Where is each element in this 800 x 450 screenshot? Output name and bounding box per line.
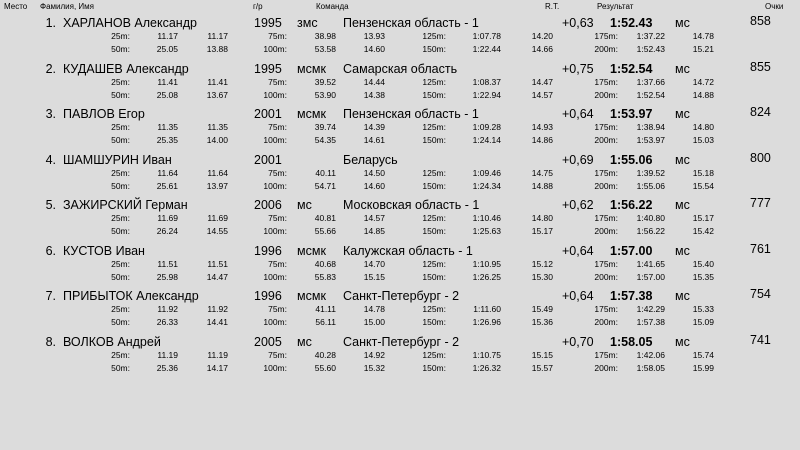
split-cumulative: 1:22.44 xyxy=(472,44,501,54)
split-distance: 75m: xyxy=(268,31,287,41)
athlete-row xyxy=(0,152,800,194)
split-cumulative: 38.98 xyxy=(314,31,336,41)
athlete-name: ПРИБЫТОК Александр xyxy=(63,289,199,303)
split-distance: 25m: xyxy=(111,31,130,41)
split-lap: 14.85 xyxy=(363,226,385,236)
split-distance: 50m: xyxy=(111,135,130,145)
split-distance: 200m: xyxy=(594,89,618,100)
split-cumulative: 11.92 xyxy=(157,304,178,314)
split-distance: 175m: xyxy=(594,213,618,223)
split-distance: 200m: xyxy=(594,271,618,282)
split-cumulative: 25.35 xyxy=(156,135,178,145)
split-distance: 125m: xyxy=(422,122,446,132)
split-lap: 14.38 xyxy=(363,89,385,100)
split-cumulative: 1:22.94 xyxy=(472,89,501,100)
athlete-result: 1:56.22 xyxy=(610,198,653,212)
split-cumulative: 1:26.32 xyxy=(472,362,501,373)
header-team: Команда xyxy=(316,2,349,11)
split-lap: 15.74 xyxy=(692,349,714,360)
athlete-birth-year: 2001 xyxy=(254,107,282,121)
results-header xyxy=(0,0,800,14)
split-distance: 75m: xyxy=(268,122,287,132)
split-cumulative: 40.11 xyxy=(315,167,336,178)
split-cumulative: 11.17 xyxy=(157,31,178,41)
athlete-team: Самарская область xyxy=(343,61,458,76)
athlete-birth-year: 1996 xyxy=(254,243,282,258)
header-result: Результат xyxy=(597,2,634,11)
split-distance: 75m: xyxy=(268,304,287,314)
split-distance: 25m: xyxy=(111,258,130,269)
split-lap: 14.57 xyxy=(363,213,385,223)
split-cumulative: 11.51 xyxy=(157,258,178,269)
athlete-team: Беларусь xyxy=(343,152,398,167)
split-lap: 14.55 xyxy=(206,226,228,236)
athlete-row xyxy=(0,197,800,239)
split-cumulative: 25.36 xyxy=(156,362,178,373)
athlete-points: 741 xyxy=(750,332,771,347)
athlete-team: Санкт-Петербург - 2 xyxy=(343,289,460,303)
split-cumulative: 39.52 xyxy=(314,76,336,87)
split-lap: 14.78 xyxy=(363,304,385,314)
split-cumulative: 1:08.37 xyxy=(472,76,501,87)
split-distance: 75m: xyxy=(268,167,287,178)
split-distance: 200m: xyxy=(594,135,618,145)
split-distance: 50m: xyxy=(111,180,130,191)
athlete-reaction-time: +0,62 xyxy=(562,198,594,212)
athlete-place: 1. xyxy=(45,16,56,30)
split-distance: 150m: xyxy=(422,317,446,327)
athlete-row xyxy=(0,288,800,330)
split-lap: 15.35 xyxy=(692,271,714,282)
split-lap: 15.57 xyxy=(531,362,553,373)
split-cumulative: 54.35 xyxy=(314,135,336,145)
split-cumulative: 39.74 xyxy=(314,122,336,132)
split-cumulative: 1:26.25 xyxy=(472,271,501,282)
split-cumulative: 1:42.06 xyxy=(636,349,665,360)
split-distance: 75m: xyxy=(268,258,287,269)
athlete-rank: мсмк xyxy=(297,107,326,121)
split-cumulative: 26.24 xyxy=(156,226,178,236)
split-cumulative: 11.41 xyxy=(157,76,178,87)
split-lap: 15.09 xyxy=(692,317,714,327)
athlete-reaction-time: +0,75 xyxy=(562,61,594,76)
athlete-result: 1:52.54 xyxy=(610,61,653,76)
split-cumulative: 1:11.60 xyxy=(473,304,501,314)
split-lap: 14.50 xyxy=(363,167,385,178)
split-cumulative: 1:37.66 xyxy=(636,76,665,87)
split-distance: 150m: xyxy=(422,44,446,54)
split-distance: 125m: xyxy=(422,349,446,360)
split-lap: 14.92 xyxy=(363,349,385,360)
athlete-name: ШАМШУРИН Иван xyxy=(63,152,172,167)
athlete-result-rank: мс xyxy=(675,289,690,303)
split-distance: 125m: xyxy=(422,304,446,314)
athlete-name: ЗАЖИРСКИЙ Герман xyxy=(63,198,188,212)
athlete-name: КУСТОВ Иван xyxy=(63,243,145,258)
split-lap: 11.64 xyxy=(207,167,228,178)
athlete-result-rank: мс xyxy=(675,152,690,167)
split-lap: 11.92 xyxy=(207,304,228,314)
split-cumulative: 11.19 xyxy=(157,349,178,360)
split-distance: 25m: xyxy=(111,76,130,87)
split-lap: 15.36 xyxy=(531,317,553,327)
athlete-reaction-time: +0,63 xyxy=(562,16,594,30)
athlete-reaction-time: +0,70 xyxy=(562,334,594,349)
split-cumulative: 53.90 xyxy=(314,89,336,100)
athlete-result: 1:55.06 xyxy=(610,152,653,167)
split-distance: 175m: xyxy=(594,31,618,41)
split-distance: 50m: xyxy=(111,317,130,327)
athlete-rank: змс xyxy=(297,16,318,30)
split-distance: 25m: xyxy=(111,213,130,223)
split-distance: 75m: xyxy=(268,213,287,223)
athlete-points: 824 xyxy=(750,105,771,119)
split-cumulative: 1:39.52 xyxy=(636,167,665,178)
split-lap: 14.70 xyxy=(363,258,385,269)
split-lap: 14.20 xyxy=(531,31,553,41)
split-lap: 14.41 xyxy=(206,317,228,327)
athlete-birth-year: 2001 xyxy=(254,152,282,167)
split-cumulative: 1:25.63 xyxy=(472,226,501,236)
split-cumulative: 55.83 xyxy=(314,271,336,282)
split-distance: 200m: xyxy=(594,180,618,191)
athlete-place: 5. xyxy=(45,198,56,212)
athlete-points: 858 xyxy=(750,14,771,28)
split-distance: 100m: xyxy=(263,89,287,100)
split-cumulative: 1:26.96 xyxy=(472,317,501,327)
split-cumulative: 54.71 xyxy=(314,180,336,191)
split-cumulative: 25.08 xyxy=(156,89,178,100)
split-lap: 15.40 xyxy=(692,258,714,269)
split-cumulative: 55.60 xyxy=(314,362,336,373)
split-lap: 11.51 xyxy=(207,258,228,269)
athlete-birth-year: 2006 xyxy=(254,198,282,212)
split-lap: 15.32 xyxy=(363,362,385,373)
split-lap: 14.88 xyxy=(531,180,553,191)
split-lap: 14.88 xyxy=(692,89,714,100)
split-cumulative: 1:09.28 xyxy=(472,122,501,132)
split-distance: 150m: xyxy=(422,271,446,282)
athlete-birth-year: 1995 xyxy=(254,16,282,30)
athlete-rank: мс xyxy=(297,334,312,349)
athlete-points: 800 xyxy=(750,150,771,165)
split-cumulative: 25.98 xyxy=(156,271,178,282)
split-distance: 100m: xyxy=(263,271,287,282)
split-distance: 175m: xyxy=(594,76,618,87)
split-lap: 11.35 xyxy=(207,122,228,132)
athlete-result: 1:53.97 xyxy=(610,107,653,121)
split-cumulative: 1:42.29 xyxy=(636,304,665,314)
split-distance: 50m: xyxy=(111,89,130,100)
split-cumulative: 1:57.00 xyxy=(636,271,665,282)
athlete-team: Московская область - 1 xyxy=(343,198,480,212)
header-place: Место xyxy=(4,2,28,11)
split-lap: 15.17 xyxy=(531,226,553,236)
split-distance: 125m: xyxy=(422,76,446,87)
split-cumulative: 25.05 xyxy=(156,44,178,54)
split-cumulative: 1:07.78 xyxy=(472,31,501,41)
split-lap: 14.72 xyxy=(692,76,714,87)
split-cumulative: 1:40.80 xyxy=(636,213,665,223)
split-lap: 13.88 xyxy=(206,44,228,54)
athlete-result-rank: мс xyxy=(675,107,690,121)
split-cumulative: 11.35 xyxy=(157,122,178,132)
split-lap: 14.47 xyxy=(206,271,228,282)
split-lap: 15.99 xyxy=(692,362,714,373)
split-distance: 125m: xyxy=(422,258,446,269)
split-lap: 14.80 xyxy=(531,213,553,223)
athlete-points: 761 xyxy=(750,241,771,256)
split-distance: 50m: xyxy=(111,44,130,54)
split-cumulative: 11.69 xyxy=(157,213,178,223)
split-lap: 14.86 xyxy=(531,135,553,145)
split-lap: 15.12 xyxy=(531,258,553,269)
split-cumulative: 1:24.14 xyxy=(472,135,501,145)
athlete-row xyxy=(0,61,800,103)
split-cumulative: 41.11 xyxy=(315,304,336,314)
athlete-points: 777 xyxy=(750,196,771,210)
split-lap: 14.39 xyxy=(363,122,385,132)
athlete-name: ХАРЛАНОВ Александр xyxy=(63,16,197,30)
athlete-reaction-time: +0,69 xyxy=(562,152,594,167)
split-cumulative: 1:41.65 xyxy=(636,258,665,269)
split-distance: 150m: xyxy=(422,362,446,373)
split-lap: 14.61 xyxy=(363,135,385,145)
athlete-row xyxy=(0,106,800,148)
athlete-result-rank: мс xyxy=(675,198,690,212)
split-distance: 25m: xyxy=(111,304,130,314)
split-distance: 100m: xyxy=(263,44,287,54)
split-cumulative: 1:53.97 xyxy=(636,135,665,145)
athlete-result: 1:57.38 xyxy=(610,289,653,303)
split-lap: 14.80 xyxy=(692,122,714,132)
split-distance: 200m: xyxy=(594,44,618,54)
split-distance: 125m: xyxy=(422,213,446,223)
athlete-result-rank: мс xyxy=(675,243,690,258)
split-cumulative: 11.64 xyxy=(157,167,178,178)
split-distance: 150m: xyxy=(422,226,446,236)
split-lap: 11.41 xyxy=(207,76,228,87)
split-cumulative: 1:52.54 xyxy=(636,89,665,100)
split-distance: 100m: xyxy=(263,135,287,145)
athlete-result: 1:57.00 xyxy=(610,243,653,258)
split-distance: 150m: xyxy=(422,180,446,191)
athlete-name: КУДАШЕВ Александр xyxy=(63,61,189,76)
split-distance: 75m: xyxy=(268,349,287,360)
split-distance: 200m: xyxy=(594,226,618,236)
athlete-place: 8. xyxy=(45,334,56,349)
split-distance: 150m: xyxy=(422,89,446,100)
athlete-place: 4. xyxy=(45,152,56,167)
split-cumulative: 56.11 xyxy=(315,317,336,327)
athlete-points: 754 xyxy=(750,287,771,301)
split-lap: 14.93 xyxy=(531,122,553,132)
split-cumulative: 55.66 xyxy=(314,226,336,236)
split-lap: 14.60 xyxy=(363,44,385,54)
athlete-team: Санкт-Петербург - 2 xyxy=(343,334,460,349)
split-lap: 14.78 xyxy=(692,31,714,41)
athlete-team: Пензенская область - 1 xyxy=(343,16,479,30)
athlete-row xyxy=(0,243,800,285)
split-distance: 25m: xyxy=(111,122,130,132)
split-lap: 15.15 xyxy=(363,271,385,282)
split-cumulative: 26.33 xyxy=(156,317,178,327)
athlete-place: 7. xyxy=(45,289,56,303)
split-lap: 11.19 xyxy=(207,349,228,360)
header-points: Очки xyxy=(765,2,784,11)
split-lap: 15.21 xyxy=(692,44,714,54)
athlete-result-rank: мс xyxy=(675,334,690,349)
split-cumulative: 1:55.06 xyxy=(636,180,665,191)
split-distance: 125m: xyxy=(422,167,446,178)
split-lap: 14.47 xyxy=(531,76,553,87)
split-distance: 200m: xyxy=(594,362,618,373)
athlete-team: Пензенская область - 1 xyxy=(343,107,479,121)
athlete-name: ВОЛКОВ Андрей xyxy=(63,334,161,349)
athlete-points: 855 xyxy=(750,59,771,74)
split-distance: 100m: xyxy=(263,317,287,327)
split-lap: 15.42 xyxy=(692,226,714,236)
athlete-result-rank: мс xyxy=(675,61,690,76)
split-lap: 15.15 xyxy=(531,349,553,360)
split-lap: 14.17 xyxy=(206,362,228,373)
split-distance: 125m: xyxy=(422,31,446,41)
athlete-place: 6. xyxy=(45,243,56,258)
split-cumulative: 1:10.95 xyxy=(472,258,501,269)
split-cumulative: 1:10.46 xyxy=(472,213,501,223)
split-lap: 14.60 xyxy=(363,180,385,191)
split-cumulative: 40.28 xyxy=(314,349,336,360)
split-lap: 15.30 xyxy=(531,271,553,282)
athlete-reaction-time: +0,64 xyxy=(562,289,594,303)
split-distance: 175m: xyxy=(594,258,618,269)
athlete-rank: мсмк xyxy=(297,243,326,258)
athlete-place: 2. xyxy=(45,61,56,76)
athlete-rank: мс xyxy=(297,198,312,212)
split-cumulative: 1:38.94 xyxy=(636,122,665,132)
split-distance: 25m: xyxy=(111,349,130,360)
split-cumulative: 1:10.75 xyxy=(472,349,501,360)
athlete-row xyxy=(0,334,800,376)
header-year: г/р xyxy=(253,2,263,11)
athlete-birth-year: 1995 xyxy=(254,61,282,76)
split-cumulative: 1:58.05 xyxy=(636,362,665,373)
split-lap: 14.44 xyxy=(363,76,385,87)
athlete-birth-year: 2005 xyxy=(254,334,282,349)
split-cumulative: 40.81 xyxy=(314,213,336,223)
split-distance: 25m: xyxy=(111,167,130,178)
split-distance: 100m: xyxy=(263,362,287,373)
split-lap: 15.03 xyxy=(692,135,714,145)
split-distance: 175m: xyxy=(594,167,618,178)
split-lap: 15.54 xyxy=(692,180,714,191)
athlete-name: ПАВЛОВ Егор xyxy=(63,107,145,121)
split-cumulative: 40.68 xyxy=(314,258,336,269)
header-rt: R.T. xyxy=(545,2,560,11)
split-cumulative: 1:52.43 xyxy=(636,44,665,54)
split-cumulative: 1:09.46 xyxy=(472,167,501,178)
split-distance: 100m: xyxy=(263,226,287,236)
split-lap: 14.57 xyxy=(531,89,553,100)
split-lap: 11.17 xyxy=(207,31,228,41)
split-distance: 175m: xyxy=(594,122,618,132)
athlete-reaction-time: +0,64 xyxy=(562,243,594,258)
split-distance: 175m: xyxy=(594,304,618,314)
split-lap: 14.66 xyxy=(531,44,553,54)
split-lap: 13.97 xyxy=(206,180,228,191)
athlete-birth-year: 1996 xyxy=(254,289,282,303)
athlete-rank: мсмк xyxy=(297,61,326,76)
athlete-result-rank: мс xyxy=(675,16,690,30)
split-lap: 15.17 xyxy=(692,213,714,223)
split-cumulative: 1:57.38 xyxy=(636,317,665,327)
split-lap: 15.33 xyxy=(692,304,714,314)
split-lap: 13.67 xyxy=(206,89,228,100)
athlete-result: 1:52.43 xyxy=(610,16,653,30)
split-distance: 75m: xyxy=(268,76,287,87)
athlete-row xyxy=(0,15,800,57)
split-lap: 15.49 xyxy=(531,304,553,314)
split-distance: 175m: xyxy=(594,349,618,360)
split-cumulative: 1:56.22 xyxy=(636,226,665,236)
split-lap: 13.93 xyxy=(363,31,385,41)
split-distance: 50m: xyxy=(111,226,130,236)
split-lap: 11.69 xyxy=(207,213,228,223)
split-distance: 50m: xyxy=(111,271,130,282)
split-cumulative: 25.61 xyxy=(156,180,178,191)
split-distance: 150m: xyxy=(422,135,446,145)
split-lap: 14.00 xyxy=(206,135,228,145)
split-cumulative: 53.58 xyxy=(314,44,336,54)
split-lap: 15.18 xyxy=(692,167,714,178)
split-lap: 15.00 xyxy=(363,317,385,327)
split-distance: 100m: xyxy=(263,180,287,191)
athlete-reaction-time: +0,64 xyxy=(562,107,594,121)
athlete-team: Калужская область - 1 xyxy=(343,243,473,258)
athlete-result: 1:58.05 xyxy=(610,334,653,349)
split-lap: 14.75 xyxy=(531,167,553,178)
split-distance: 200m: xyxy=(594,317,618,327)
athlete-place: 3. xyxy=(45,107,56,121)
split-cumulative: 1:24.34 xyxy=(472,180,501,191)
athlete-rank: мсмк xyxy=(297,289,326,303)
split-cumulative: 1:37.22 xyxy=(636,31,665,41)
split-distance: 50m: xyxy=(111,362,130,373)
header-name: Фамилия, Имя xyxy=(40,2,94,11)
